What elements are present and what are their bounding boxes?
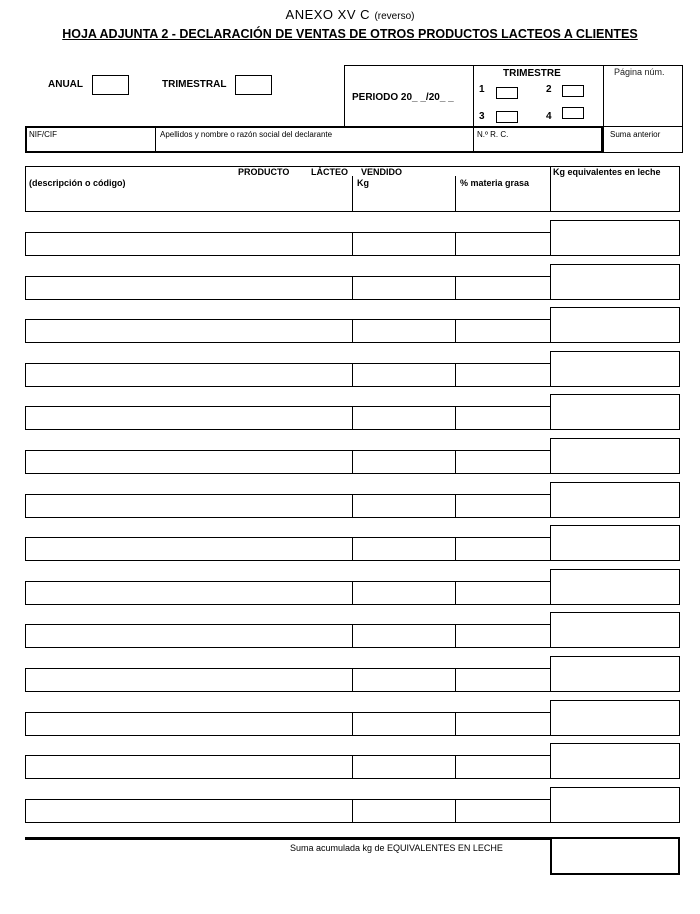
quarter-3-label: 3 [479,111,485,122]
cell-descripcion[interactable] [25,276,353,300]
cell-equivalentes[interactable] [550,220,680,256]
cell-grasa[interactable] [455,799,551,823]
cell-kg[interactable] [352,363,456,387]
cell-grasa[interactable] [455,624,551,648]
cell-kg[interactable] [352,406,456,430]
anual-label: ANUAL [48,79,83,90]
cell-grasa[interactable] [455,581,551,605]
quarter-1-checkbox[interactable] [496,87,518,99]
cell-equivalentes[interactable] [550,700,680,736]
apellidos-label: Apellidos y nombre o razón social del declarante [160,130,333,139]
header-equivalentes: Kg equivalentes en leche [553,167,661,177]
cell-grasa[interactable] [455,450,551,474]
cell-kg[interactable] [352,494,456,518]
cell-kg[interactable] [352,581,456,605]
anual-checkbox[interactable] [92,75,129,95]
header-descripcion: (descripción o código) [29,178,126,188]
cell-equivalentes[interactable] [550,656,680,692]
cell-descripcion[interactable] [25,406,353,430]
cell-grasa[interactable] [455,755,551,779]
quarter-3-checkbox[interactable] [496,111,518,123]
cell-equivalentes[interactable] [550,307,680,343]
nif-label: NIF/CIF [29,130,57,139]
cell-grasa[interactable] [455,712,551,736]
cell-equivalentes[interactable] [550,482,680,518]
cell-descripcion[interactable] [25,712,353,736]
cell-grasa[interactable] [455,232,551,256]
header-producto: PRODUCTO [238,167,290,177]
cell-descripcion[interactable] [25,799,353,823]
trimestral-label: TRIMESTRAL [162,79,227,90]
header-lacteo: LÁCTEO [311,167,348,177]
cell-descripcion[interactable] [25,537,353,561]
cell-equivalentes[interactable] [550,264,680,300]
annex-title-note: (reverso) [374,11,415,22]
total-label: Suma acumulada kg de EQUIVALENTES EN LECHE [290,843,503,853]
cell-equivalentes[interactable] [550,612,680,648]
cell-equivalentes[interactable] [550,743,680,779]
cell-equivalentes[interactable] [550,438,680,474]
header-divider-kg [352,176,353,212]
cell-kg[interactable] [352,276,456,300]
cell-kg[interactable] [352,668,456,692]
quarter-4-label: 4 [546,111,552,122]
declarant-divider-1 [155,127,156,152]
suma-anterior-label: Suma anterior [610,130,661,139]
cell-grasa[interactable] [455,537,551,561]
cell-descripcion[interactable] [25,319,353,343]
trimestre-label: TRIMESTRE [503,68,561,79]
cell-descripcion[interactable] [25,494,353,518]
cell-descripcion[interactable] [25,668,353,692]
cell-equivalentes[interactable] [550,351,680,387]
cell-grasa[interactable] [455,276,551,300]
cell-equivalentes[interactable] [550,787,680,823]
trimestral-checkbox[interactable] [235,75,272,95]
quarter-4-checkbox[interactable] [562,107,584,119]
cell-grasa[interactable] [455,406,551,430]
cell-descripcion[interactable] [25,363,353,387]
total-box[interactable] [550,839,680,875]
cell-kg[interactable] [352,712,456,736]
cell-kg[interactable] [352,450,456,474]
cell-descripcion[interactable] [25,450,353,474]
cell-kg[interactable] [352,319,456,343]
quarter-2-checkbox[interactable] [562,85,584,97]
header-grasa: % materia grasa [460,178,530,188]
header-divider-grasa [455,176,456,212]
nrc-label: N.º R. C. [477,130,509,139]
quarter-2-label: 2 [546,84,552,95]
header-vendido: VENDIDO [361,167,403,177]
cell-grasa[interactable] [455,494,551,518]
cell-kg[interactable] [352,624,456,648]
cell-equivalentes[interactable] [550,569,680,605]
cell-grasa[interactable] [455,363,551,387]
cell-kg[interactable] [352,799,456,823]
cell-descripcion[interactable] [25,232,353,256]
annex-title-main: ANEXO XV C [285,7,370,22]
sheet-title: HOJA ADJUNTA 2 - DECLARACIÓN DE VENTAS DE OTROS PRODUCTOS LACTEOS A CLIENTES [62,27,638,41]
cell-equivalentes[interactable] [550,394,680,430]
cell-descripcion[interactable] [25,755,353,779]
declarant-divider-2 [473,127,474,152]
cell-kg[interactable] [352,537,456,561]
annex-title [0,6,700,24]
pagina-label: Página núm. [614,67,665,77]
cell-grasa[interactable] [455,319,551,343]
header-kg: Kg [357,178,369,188]
cell-kg[interactable] [352,232,456,256]
cell-grasa[interactable] [455,668,551,692]
cell-equivalentes[interactable] [550,525,680,561]
cell-descripcion[interactable] [25,581,353,605]
periodo-label: PERIODO 20_ _/20_ _ [352,92,454,103]
quarter-1-label: 1 [479,84,485,95]
cell-descripcion[interactable] [25,624,353,648]
cell-kg[interactable] [352,755,456,779]
